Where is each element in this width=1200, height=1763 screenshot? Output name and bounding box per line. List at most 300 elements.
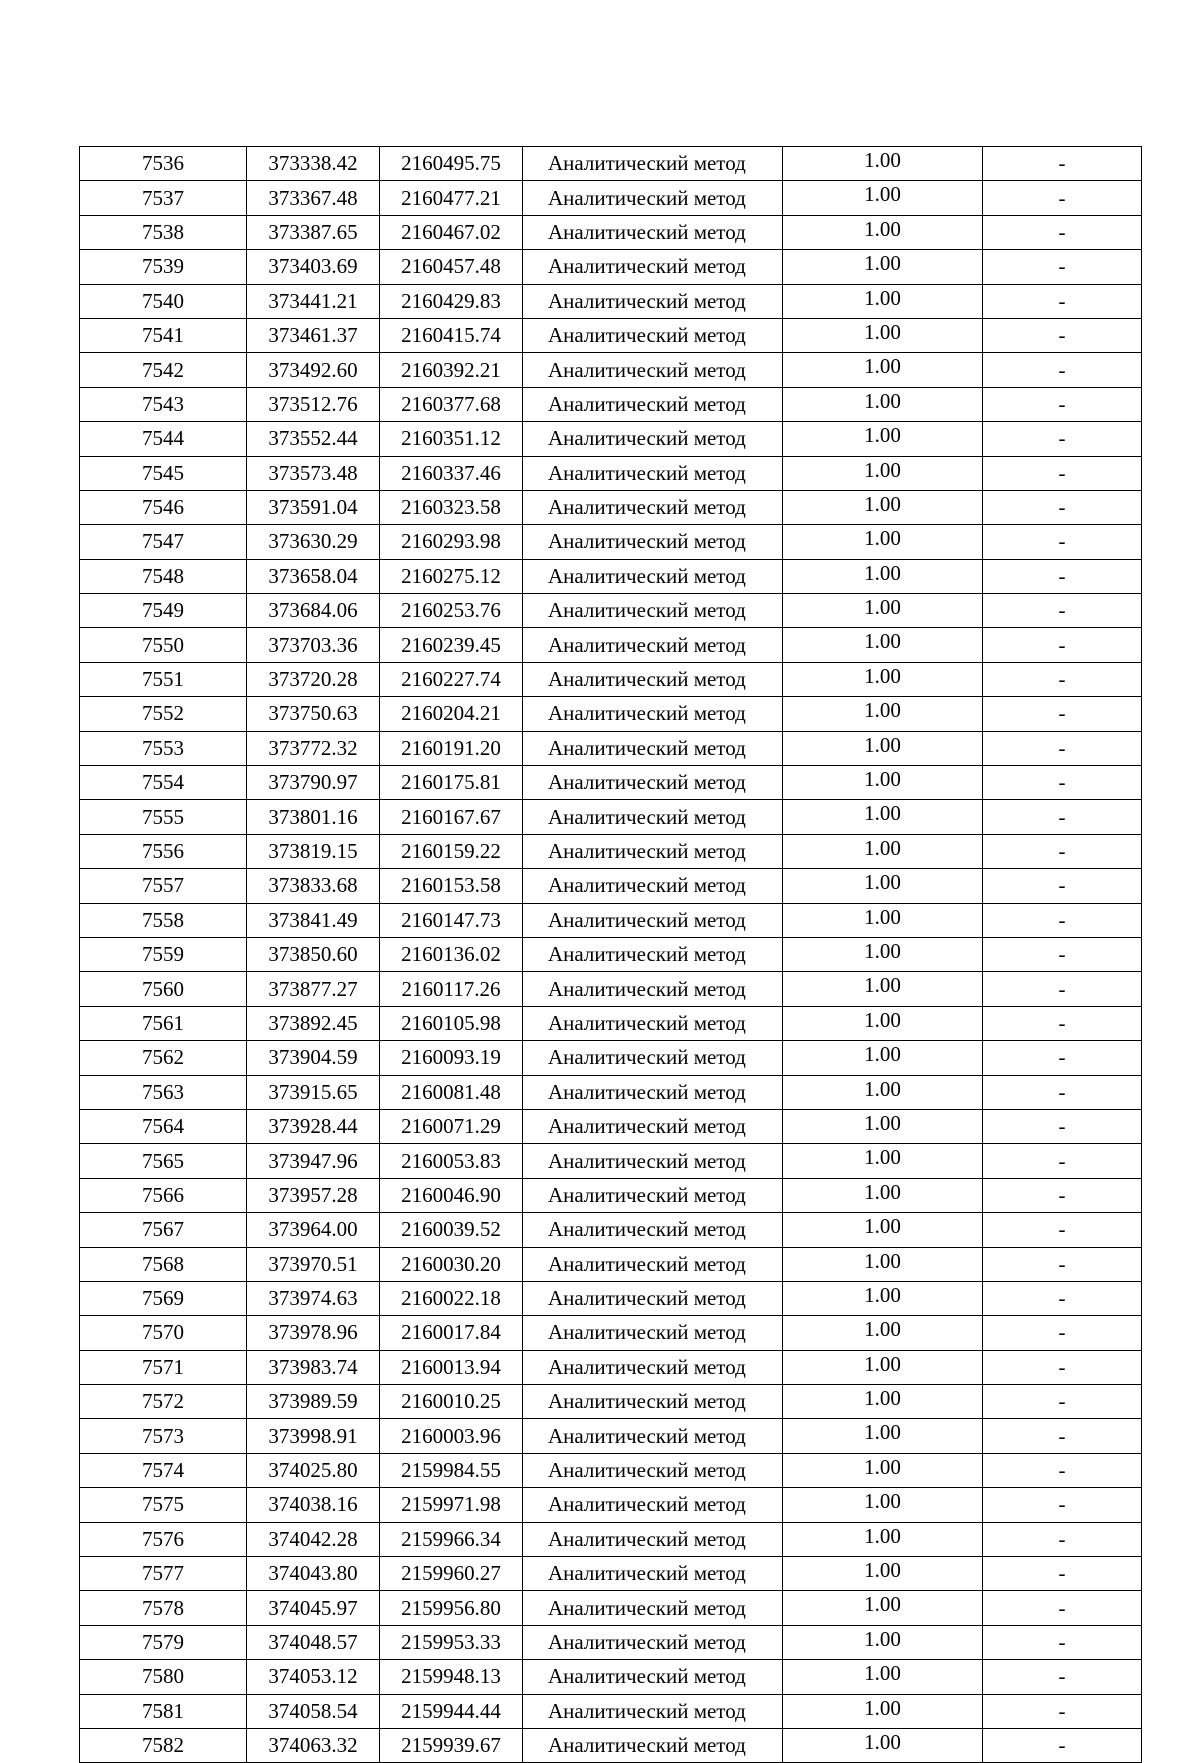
accuracy-cell: 1.00 <box>783 1488 983 1522</box>
x-coordinate-cell: 373989.59 <box>247 1385 380 1419</box>
x-coordinate-cell: 374025.80 <box>247 1453 380 1487</box>
point-number-cell: 7547 <box>80 525 247 559</box>
table-row <box>80 250 1142 284</box>
table-row <box>80 559 1142 593</box>
y-coordinate-cell: 2160457.48 <box>380 250 523 284</box>
table-row <box>80 1522 1142 1556</box>
accuracy-cell: 1.00 <box>783 318 983 352</box>
y-coordinate-cell: 2160239.45 <box>380 628 523 662</box>
accuracy-cell: 1.00 <box>783 1728 983 1762</box>
coordinates-table-body <box>80 147 1142 1763</box>
note-cell: - <box>983 594 1142 628</box>
accuracy-cell: 1.00 <box>783 1144 983 1178</box>
point-number-cell: 7540 <box>80 284 247 318</box>
table-row <box>80 594 1142 628</box>
point-number-cell: 7560 <box>80 972 247 1006</box>
accuracy-cell: 1.00 <box>783 594 983 628</box>
method-cell: Аналитический метод <box>523 1728 783 1762</box>
y-coordinate-cell: 2160351.12 <box>380 422 523 456</box>
table-row <box>80 1178 1142 1212</box>
y-coordinate-cell: 2160093.19 <box>380 1041 523 1075</box>
table-row <box>80 353 1142 387</box>
note-cell: - <box>983 628 1142 662</box>
note-cell: - <box>983 1694 1142 1728</box>
table-row <box>80 1385 1142 1419</box>
x-coordinate-cell: 373750.63 <box>247 697 380 731</box>
method-cell: Аналитический метод <box>523 903 783 937</box>
x-coordinate-cell: 373915.65 <box>247 1075 380 1109</box>
note-cell: - <box>983 869 1142 903</box>
x-coordinate-cell: 373684.06 <box>247 594 380 628</box>
point-number-cell: 7579 <box>80 1625 247 1659</box>
note-cell: - <box>983 1178 1142 1212</box>
method-cell: Аналитический метод <box>523 869 783 903</box>
note-cell: - <box>983 284 1142 318</box>
point-number-cell: 7561 <box>80 1006 247 1040</box>
note-cell: - <box>983 559 1142 593</box>
point-number-cell: 7562 <box>80 1041 247 1075</box>
method-cell: Аналитический метод <box>523 1660 783 1694</box>
point-number-cell: 7564 <box>80 1109 247 1143</box>
point-number-cell: 7565 <box>80 1144 247 1178</box>
method-cell: Аналитический метод <box>523 766 783 800</box>
note-cell: - <box>983 1144 1142 1178</box>
table-row <box>80 1350 1142 1384</box>
x-coordinate-cell: 373928.44 <box>247 1109 380 1143</box>
point-number-cell: 7544 <box>80 422 247 456</box>
method-cell: Аналитический метод <box>523 1419 783 1453</box>
y-coordinate-cell: 2159966.34 <box>380 1522 523 1556</box>
table-row <box>80 903 1142 937</box>
accuracy-cell: 1.00 <box>783 869 983 903</box>
x-coordinate-cell: 373720.28 <box>247 662 380 696</box>
point-number-cell: 7545 <box>80 456 247 490</box>
y-coordinate-cell: 2160147.73 <box>380 903 523 937</box>
note-cell: - <box>983 662 1142 696</box>
method-cell: Аналитический метод <box>523 1488 783 1522</box>
y-coordinate-cell: 2159953.33 <box>380 1625 523 1659</box>
method-cell: Аналитический метод <box>523 1591 783 1625</box>
y-coordinate-cell: 2160167.67 <box>380 800 523 834</box>
y-coordinate-cell: 2160046.90 <box>380 1178 523 1212</box>
method-cell: Аналитический метод <box>523 250 783 284</box>
point-number-cell: 7552 <box>80 697 247 731</box>
method-cell: Аналитический метод <box>523 937 783 971</box>
x-coordinate-cell: 373658.04 <box>247 559 380 593</box>
accuracy-cell: 1.00 <box>783 1694 983 1728</box>
point-number-cell: 7538 <box>80 215 247 249</box>
y-coordinate-cell: 2159984.55 <box>380 1453 523 1487</box>
y-coordinate-cell: 2160323.58 <box>380 490 523 524</box>
x-coordinate-cell: 373387.65 <box>247 215 380 249</box>
note-cell: - <box>983 1281 1142 1315</box>
y-coordinate-cell: 2159960.27 <box>380 1557 523 1591</box>
x-coordinate-cell: 374058.54 <box>247 1694 380 1728</box>
table-row <box>80 731 1142 765</box>
table-row <box>80 1591 1142 1625</box>
point-number-cell: 7563 <box>80 1075 247 1109</box>
method-cell: Аналитический метод <box>523 387 783 421</box>
method-cell: Аналитический метод <box>523 1247 783 1281</box>
y-coordinate-cell: 2160030.20 <box>380 1247 523 1281</box>
x-coordinate-cell: 373850.60 <box>247 937 380 971</box>
point-number-cell: 7577 <box>80 1557 247 1591</box>
method-cell: Аналитический метод <box>523 800 783 834</box>
point-number-cell: 7543 <box>80 387 247 421</box>
x-coordinate-cell: 373367.48 <box>247 181 380 215</box>
accuracy-cell: 1.00 <box>783 181 983 215</box>
table-row <box>80 1075 1142 1109</box>
accuracy-cell: 1.00 <box>783 766 983 800</box>
accuracy-cell: 1.00 <box>783 731 983 765</box>
method-cell: Аналитический метод <box>523 972 783 1006</box>
x-coordinate-cell: 373974.63 <box>247 1281 380 1315</box>
point-number-cell: 7557 <box>80 869 247 903</box>
method-cell: Аналитический метод <box>523 1625 783 1659</box>
method-cell: Аналитический метод <box>523 215 783 249</box>
point-number-cell: 7548 <box>80 559 247 593</box>
table-row <box>80 1144 1142 1178</box>
x-coordinate-cell: 373703.36 <box>247 628 380 662</box>
method-cell: Аналитический метод <box>523 284 783 318</box>
x-coordinate-cell: 373833.68 <box>247 869 380 903</box>
accuracy-cell: 1.00 <box>783 1041 983 1075</box>
accuracy-cell: 1.00 <box>783 1591 983 1625</box>
point-number-cell: 7559 <box>80 937 247 971</box>
method-cell: Аналитический метод <box>523 559 783 593</box>
y-coordinate-cell: 2160337.46 <box>380 456 523 490</box>
method-cell: Аналитический метод <box>523 1041 783 1075</box>
method-cell: Аналитический метод <box>523 1453 783 1487</box>
accuracy-cell: 1.00 <box>783 834 983 868</box>
point-number-cell: 7569 <box>80 1281 247 1315</box>
accuracy-cell: 1.00 <box>783 1247 983 1281</box>
point-number-cell: 7554 <box>80 766 247 800</box>
y-coordinate-cell: 2159944.44 <box>380 1694 523 1728</box>
accuracy-cell: 1.00 <box>783 1281 983 1315</box>
x-coordinate-cell: 373552.44 <box>247 422 380 456</box>
y-coordinate-cell: 2160117.26 <box>380 972 523 1006</box>
note-cell: - <box>983 1522 1142 1556</box>
y-coordinate-cell: 2160495.75 <box>380 147 523 181</box>
x-coordinate-cell: 373772.32 <box>247 731 380 765</box>
accuracy-cell: 1.00 <box>783 525 983 559</box>
accuracy-cell: 1.00 <box>783 800 983 834</box>
point-number-cell: 7574 <box>80 1453 247 1487</box>
method-cell: Аналитический метод <box>523 697 783 731</box>
y-coordinate-cell: 2160377.68 <box>380 387 523 421</box>
table-row <box>80 1109 1142 1143</box>
method-cell: Аналитический метод <box>523 1694 783 1728</box>
table-row <box>80 1453 1142 1487</box>
point-number-cell: 7578 <box>80 1591 247 1625</box>
accuracy-cell: 1.00 <box>783 1316 983 1350</box>
point-number-cell: 7542 <box>80 353 247 387</box>
table-row <box>80 628 1142 662</box>
y-coordinate-cell: 2159948.13 <box>380 1660 523 1694</box>
x-coordinate-cell: 373877.27 <box>247 972 380 1006</box>
point-number-cell: 7546 <box>80 490 247 524</box>
accuracy-cell: 1.00 <box>783 937 983 971</box>
accuracy-cell: 1.00 <box>783 1006 983 1040</box>
method-cell: Аналитический метод <box>523 1213 783 1247</box>
table-row <box>80 662 1142 696</box>
note-cell: - <box>983 250 1142 284</box>
method-cell: Аналитический метод <box>523 1109 783 1143</box>
y-coordinate-cell: 2160275.12 <box>380 559 523 593</box>
y-coordinate-cell: 2160204.21 <box>380 697 523 731</box>
y-coordinate-cell: 2160071.29 <box>380 1109 523 1143</box>
y-coordinate-cell: 2160039.52 <box>380 1213 523 1247</box>
point-number-cell: 7556 <box>80 834 247 868</box>
accuracy-cell: 1.00 <box>783 353 983 387</box>
coordinates-table <box>79 146 1142 1763</box>
method-cell: Аналитический метод <box>523 1385 783 1419</box>
accuracy-cell: 1.00 <box>783 1213 983 1247</box>
y-coordinate-cell: 2160477.21 <box>380 181 523 215</box>
accuracy-cell: 1.00 <box>783 628 983 662</box>
x-coordinate-cell: 373957.28 <box>247 1178 380 1212</box>
x-coordinate-cell: 373841.49 <box>247 903 380 937</box>
point-number-cell: 7572 <box>80 1385 247 1419</box>
point-number-cell: 7567 <box>80 1213 247 1247</box>
note-cell: - <box>983 1488 1142 1522</box>
accuracy-cell: 1.00 <box>783 387 983 421</box>
accuracy-cell: 1.00 <box>783 1350 983 1384</box>
x-coordinate-cell: 373461.37 <box>247 318 380 352</box>
x-coordinate-cell: 374045.97 <box>247 1591 380 1625</box>
method-cell: Аналитический метод <box>523 1281 783 1315</box>
note-cell: - <box>983 731 1142 765</box>
y-coordinate-cell: 2160175.81 <box>380 766 523 800</box>
point-number-cell: 7536 <box>80 147 247 181</box>
method-cell: Аналитический метод <box>523 834 783 868</box>
table-row <box>80 697 1142 731</box>
note-cell: - <box>983 181 1142 215</box>
note-cell: - <box>983 215 1142 249</box>
x-coordinate-cell: 373801.16 <box>247 800 380 834</box>
table-row <box>80 1006 1142 1040</box>
y-coordinate-cell: 2160392.21 <box>380 353 523 387</box>
method-cell: Аналитический метод <box>523 594 783 628</box>
method-cell: Аналитический метод <box>523 490 783 524</box>
table-row <box>80 1213 1142 1247</box>
y-coordinate-cell: 2160191.20 <box>380 731 523 765</box>
note-cell: - <box>983 318 1142 352</box>
point-number-cell: 7539 <box>80 250 247 284</box>
note-cell: - <box>983 800 1142 834</box>
note-cell: - <box>983 1591 1142 1625</box>
table-row <box>80 834 1142 868</box>
x-coordinate-cell: 373998.91 <box>247 1419 380 1453</box>
y-coordinate-cell: 2160017.84 <box>380 1316 523 1350</box>
note-cell: - <box>983 147 1142 181</box>
point-number-cell: 7553 <box>80 731 247 765</box>
table-row <box>80 490 1142 524</box>
accuracy-cell: 1.00 <box>783 147 983 181</box>
table-row <box>80 1625 1142 1659</box>
point-number-cell: 7566 <box>80 1178 247 1212</box>
y-coordinate-cell: 2159956.80 <box>380 1591 523 1625</box>
x-coordinate-cell: 374042.28 <box>247 1522 380 1556</box>
note-cell: - <box>983 1419 1142 1453</box>
note-cell: - <box>983 1213 1142 1247</box>
table-row <box>80 1281 1142 1315</box>
note-cell: - <box>983 1385 1142 1419</box>
point-number-cell: 7568 <box>80 1247 247 1281</box>
accuracy-cell: 1.00 <box>783 422 983 456</box>
method-cell: Аналитический метод <box>523 1316 783 1350</box>
y-coordinate-cell: 2160003.96 <box>380 1419 523 1453</box>
point-number-cell: 7573 <box>80 1419 247 1453</box>
accuracy-cell: 1.00 <box>783 250 983 284</box>
point-number-cell: 7555 <box>80 800 247 834</box>
note-cell: - <box>983 937 1142 971</box>
x-coordinate-cell: 374043.80 <box>247 1557 380 1591</box>
method-cell: Аналитический метод <box>523 525 783 559</box>
x-coordinate-cell: 374063.32 <box>247 1728 380 1762</box>
note-cell: - <box>983 422 1142 456</box>
accuracy-cell: 1.00 <box>783 1109 983 1143</box>
x-coordinate-cell: 373338.42 <box>247 147 380 181</box>
y-coordinate-cell: 2159971.98 <box>380 1488 523 1522</box>
table-row <box>80 181 1142 215</box>
method-cell: Аналитический метод <box>523 1350 783 1384</box>
x-coordinate-cell: 373819.15 <box>247 834 380 868</box>
accuracy-cell: 1.00 <box>783 490 983 524</box>
table-row <box>80 387 1142 421</box>
point-number-cell: 7571 <box>80 1350 247 1384</box>
point-number-cell: 7570 <box>80 1316 247 1350</box>
method-cell: Аналитический метод <box>523 318 783 352</box>
x-coordinate-cell: 373403.69 <box>247 250 380 284</box>
y-coordinate-cell: 2160253.76 <box>380 594 523 628</box>
method-cell: Аналитический метод <box>523 1178 783 1212</box>
accuracy-cell: 1.00 <box>783 697 983 731</box>
accuracy-cell: 1.00 <box>783 662 983 696</box>
point-number-cell: 7541 <box>80 318 247 352</box>
method-cell: Аналитический метод <box>523 628 783 662</box>
method-cell: Аналитический метод <box>523 353 783 387</box>
method-cell: Аналитический метод <box>523 181 783 215</box>
y-coordinate-cell: 2160429.83 <box>380 284 523 318</box>
y-coordinate-cell: 2160227.74 <box>380 662 523 696</box>
note-cell: - <box>983 1453 1142 1487</box>
table-row <box>80 1694 1142 1728</box>
x-coordinate-cell: 373904.59 <box>247 1041 380 1075</box>
x-coordinate-cell: 373441.21 <box>247 284 380 318</box>
accuracy-cell: 1.00 <box>783 1557 983 1591</box>
table-row <box>80 800 1142 834</box>
accuracy-cell: 1.00 <box>783 1660 983 1694</box>
x-coordinate-cell: 373978.96 <box>247 1316 380 1350</box>
table-row <box>80 1728 1142 1762</box>
note-cell: - <box>983 353 1142 387</box>
accuracy-cell: 1.00 <box>783 559 983 593</box>
method-cell: Аналитический метод <box>523 1557 783 1591</box>
point-number-cell: 7537 <box>80 181 247 215</box>
point-number-cell: 7582 <box>80 1728 247 1762</box>
table-row <box>80 525 1142 559</box>
y-coordinate-cell: 2160081.48 <box>380 1075 523 1109</box>
note-cell: - <box>983 697 1142 731</box>
accuracy-cell: 1.00 <box>783 903 983 937</box>
point-number-cell: 7550 <box>80 628 247 662</box>
method-cell: Аналитический метод <box>523 1144 783 1178</box>
y-coordinate-cell: 2160022.18 <box>380 1281 523 1315</box>
y-coordinate-cell: 2160136.02 <box>380 937 523 971</box>
x-coordinate-cell: 374048.57 <box>247 1625 380 1659</box>
method-cell: Аналитический метод <box>523 1006 783 1040</box>
x-coordinate-cell: 373970.51 <box>247 1247 380 1281</box>
point-number-cell: 7576 <box>80 1522 247 1556</box>
note-cell: - <box>983 387 1142 421</box>
table-row <box>80 937 1142 971</box>
table-row <box>80 422 1142 456</box>
note-cell: - <box>983 1660 1142 1694</box>
table-row <box>80 318 1142 352</box>
y-coordinate-cell: 2160153.58 <box>380 869 523 903</box>
note-cell: - <box>983 766 1142 800</box>
point-number-cell: 7549 <box>80 594 247 628</box>
accuracy-cell: 1.00 <box>783 1178 983 1212</box>
point-number-cell: 7581 <box>80 1694 247 1728</box>
accuracy-cell: 1.00 <box>783 972 983 1006</box>
table-row <box>80 1488 1142 1522</box>
note-cell: - <box>983 1247 1142 1281</box>
note-cell: - <box>983 1625 1142 1659</box>
x-coordinate-cell: 373573.48 <box>247 456 380 490</box>
y-coordinate-cell: 2160053.83 <box>380 1144 523 1178</box>
point-number-cell: 7575 <box>80 1488 247 1522</box>
table-row <box>80 215 1142 249</box>
note-cell: - <box>983 525 1142 559</box>
x-coordinate-cell: 373892.45 <box>247 1006 380 1040</box>
y-coordinate-cell: 2160467.02 <box>380 215 523 249</box>
x-coordinate-cell: 373964.00 <box>247 1213 380 1247</box>
table-row <box>80 1660 1142 1694</box>
note-cell: - <box>983 972 1142 1006</box>
x-coordinate-cell: 373591.04 <box>247 490 380 524</box>
accuracy-cell: 1.00 <box>783 1625 983 1659</box>
table-row <box>80 1557 1142 1591</box>
accuracy-cell: 1.00 <box>783 1385 983 1419</box>
x-coordinate-cell: 373512.76 <box>247 387 380 421</box>
method-cell: Аналитический метод <box>523 147 783 181</box>
table-row <box>80 1041 1142 1075</box>
x-coordinate-cell: 373630.29 <box>247 525 380 559</box>
accuracy-cell: 1.00 <box>783 284 983 318</box>
x-coordinate-cell: 373947.96 <box>247 1144 380 1178</box>
note-cell: - <box>983 903 1142 937</box>
x-coordinate-cell: 374053.12 <box>247 1660 380 1694</box>
note-cell: - <box>983 1350 1142 1384</box>
accuracy-cell: 1.00 <box>783 1075 983 1109</box>
table-row <box>80 147 1142 181</box>
x-coordinate-cell: 373790.97 <box>247 766 380 800</box>
y-coordinate-cell: 2160013.94 <box>380 1350 523 1384</box>
table-row <box>80 972 1142 1006</box>
method-cell: Аналитический метод <box>523 731 783 765</box>
note-cell: - <box>983 1728 1142 1762</box>
y-coordinate-cell: 2160159.22 <box>380 834 523 868</box>
table-row <box>80 1247 1142 1281</box>
accuracy-cell: 1.00 <box>783 215 983 249</box>
point-number-cell: 7580 <box>80 1660 247 1694</box>
note-cell: - <box>983 1006 1142 1040</box>
point-number-cell: 7558 <box>80 903 247 937</box>
y-coordinate-cell: 2160105.98 <box>380 1006 523 1040</box>
